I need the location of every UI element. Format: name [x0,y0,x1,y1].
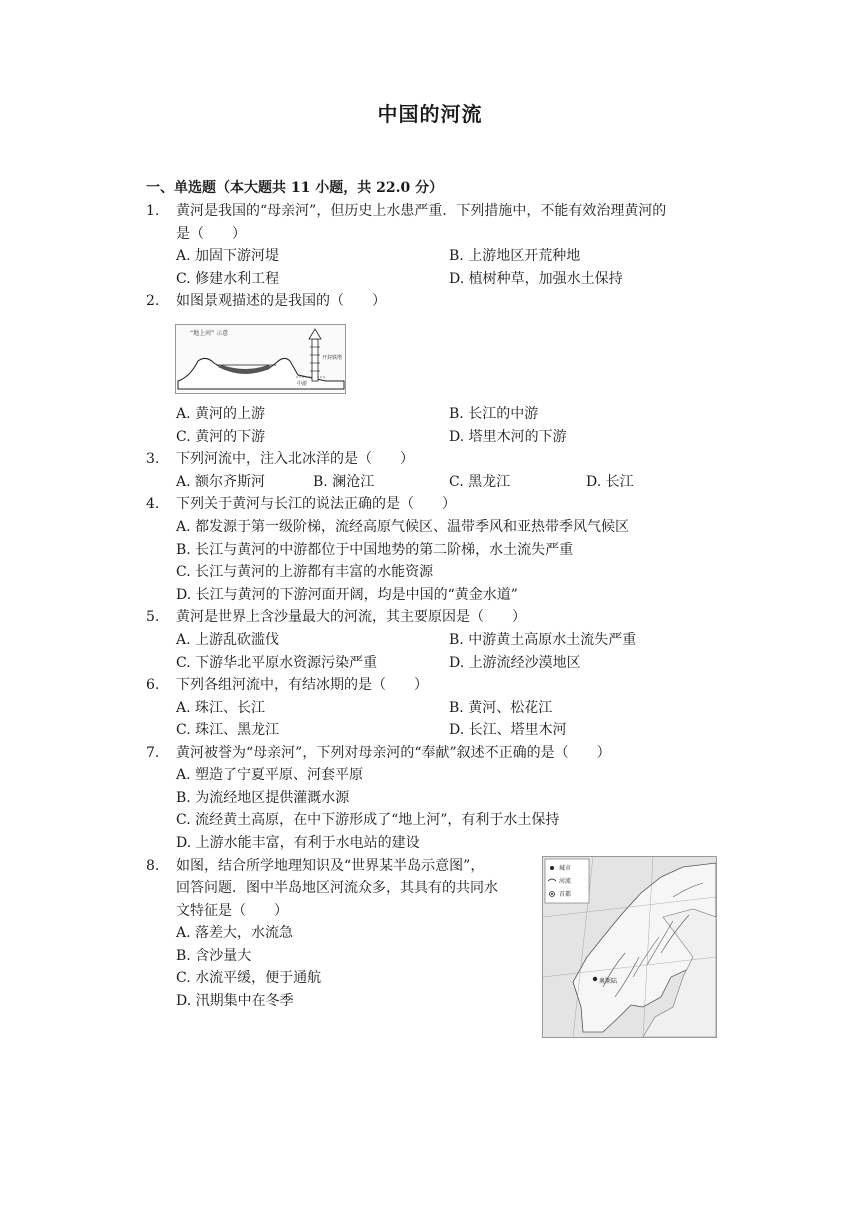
option-c[interactable]: C. 流经黄土高原，在中下游形成了“地上河”，有利于水土保持 [176,812,560,828]
option-b[interactable]: B. 长江的中游 [449,406,539,422]
question-7 [146,743,611,763]
option-d[interactable]: D. 长江与黄河的下游河面开阔，均是中国的“黄金水道” [176,587,518,603]
option-a[interactable]: A. 都发源于第一级阶梯，流经高原气候区、温带季风和亚热带季风气候区 [176,519,630,535]
option-a[interactable]: A. 加固下游河堤 [176,248,280,264]
option-c[interactable]: C. 长江与黄河的上游都有丰富的水能资源 [176,564,434,580]
question-stem: 下列各组河流中，有结冰期的是（ ） [176,677,428,693]
option-a[interactable]: A. 珠江、长江 [176,700,266,716]
question-stem: 下列河流中，注入北冰洋的是（ ） [176,451,414,467]
tower-label: 开封铁塔 [322,355,343,361]
option-c[interactable]: C. 珠江、黑龙江 [176,722,280,738]
question-stem: 如图景观描述的是我国的（ ） [176,293,386,309]
option-d[interactable]: D. 上游水能丰富，有利于水电站的建设 [176,835,420,851]
question-3 [146,449,414,469]
levee-diagram-image [175,324,346,394]
option-d[interactable]: D. 植树种草，加强水土保持 [449,271,623,287]
option-b[interactable]: B. 黄河、松花江 [449,700,553,716]
question-stem: 黄河被誉为“母亲河”，下列对母亲河的“奉献”叙述不正确的是（ ） [176,745,611,761]
option-d[interactable]: D. 长江、塔里木河 [449,722,567,738]
question-1 [146,201,666,221]
question-stem: 黄河是世界上含沙量最大的河流，其主要原因是（ ） [176,609,526,625]
peninsula-map-image [542,856,717,1038]
question-number: 5. [146,609,160,625]
question-stem-cont: 文特征是（ ） [176,903,288,919]
option-a[interactable]: A. 上游乱砍滥伐 [176,632,280,648]
option-c[interactable]: C. 黑龙江 [449,474,511,490]
question-4 [146,494,456,514]
levee-diagram-svg [176,325,345,393]
option-c[interactable]: C. 下游华北平原水资源污染严重 [176,655,378,671]
left-label: 中游 [297,381,308,387]
question-number: 3. [146,451,160,467]
option-a[interactable]: A. 塑造了宁夏平原、河套平原 [176,767,364,783]
option-b[interactable]: B. 上游地区开荒种地 [449,248,581,264]
question-5 [146,607,526,627]
option-b[interactable]: B. 为流经地区提供灌溉水源 [176,790,350,806]
question-number: 4. [146,496,160,512]
option-b[interactable]: B. 长江与黄河的中游都位于中国地势的第二阶梯，水土流失严重 [176,542,574,558]
option-a[interactable]: A. 落差大，水流急 [176,925,294,941]
peninsula-map-svg [543,857,716,1037]
question-number: 2. [146,293,160,309]
option-d[interactable]: D. 长江 [586,474,634,490]
question-8 [146,856,484,876]
question-number: 1. [146,203,160,219]
option-b[interactable]: B. 含沙量大 [176,948,252,964]
option-c[interactable]: C. 水流平缓，便于通航 [176,970,322,986]
option-a[interactable]: A. 额尔齐斯河 [176,474,266,490]
option-d[interactable]: D. 塔里木河的下游 [449,429,567,445]
legend-city: 城市 [559,865,572,872]
option-c[interactable]: C. 黄河的下游 [176,429,266,445]
capital-label: 奥斯陆 [599,978,618,985]
question-stem: 如图，结合所学地理知识及“世界某半岛示意图”， [176,858,485,874]
question-number: 7. [146,745,160,761]
question-stem: 下列关于黄河与长江的说法正确的是（ ） [176,496,456,512]
legend-river: 河流 [559,878,572,885]
question-6 [146,675,428,695]
option-d[interactable]: D. 上游流经沙漠地区 [449,655,581,671]
question-stem-cont: 回答问题．图中半岛地区河流众多，其具有的共同水 [176,880,498,896]
legend-capital: 首都 [559,891,572,898]
option-b[interactable]: B. 中游黄土高原水土流失严重 [449,632,637,648]
page-title: 中国的河流 [377,102,483,126]
question-stem: 黄河是我国的“母亲河”，但历史上水患严重．下列措施中，不能有效治理黄河的 [176,203,667,219]
figure-caption: “地上河” 示意 [190,330,229,337]
option-b[interactable]: B. 澜沧江 [313,474,375,490]
question-number: 8. [146,858,160,874]
question-number: 6. [146,677,160,693]
option-d[interactable]: D. 汛期集中在冬季 [176,993,294,1009]
option-c[interactable]: C. 修建水利工程 [176,271,280,287]
section-heading: 一、单选题（本大题共 11 小题，共 22.0 分） [146,180,444,196]
question-2 [146,291,386,311]
option-a[interactable]: A. 黄河的上游 [176,406,266,422]
question-stem-cont: 是（ ） [176,226,246,242]
